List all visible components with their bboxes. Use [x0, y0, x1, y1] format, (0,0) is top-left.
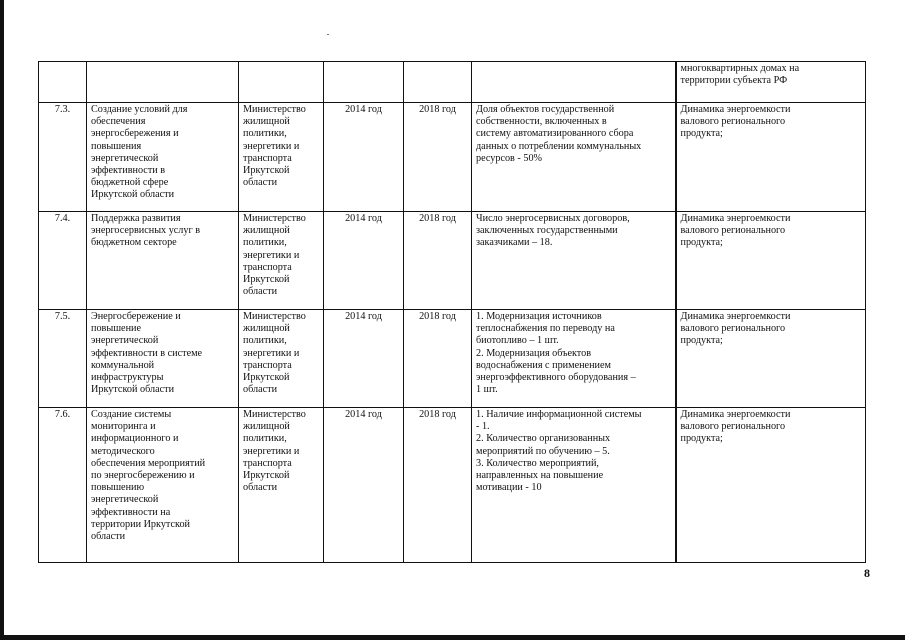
scan-edge-bottom: [0, 635, 905, 640]
cell-name: [87, 408, 239, 563]
row-number: 7.5.: [54, 311, 71, 322]
cell-executor: [239, 62, 324, 103]
result-text: Доля объектов государственной собственности, включенных в систему автоматизированного сбора данных о потреблении коммунальных ресурсов - 50%: [476, 104, 642, 164]
cell-start-year: [324, 212, 404, 310]
cell-executor: [239, 212, 324, 310]
indicator-text: Динамика энергоемкости валового регионального продукта;: [680, 311, 791, 347]
measure-name: Создание системы мониторинга и информационного и методического обеспечения мероприятий по энергосбережению и повышению энергетической эффективности на территории Иркутской области: [91, 409, 206, 543]
cell-number: [39, 310, 87, 408]
cell-start-year: [324, 310, 404, 408]
executor-text: Министерство жилищной политики, энергетики и транспорта Иркутской области: [243, 213, 306, 298]
cell-start-year: [324, 408, 404, 563]
cell-indicator: [676, 103, 866, 212]
cell-result: [472, 310, 676, 408]
scan-edge-left: [0, 0, 4, 640]
start-year: 2014 год: [345, 104, 382, 115]
start-year: 2014 год: [345, 213, 382, 224]
cell-indicator: [676, 310, 866, 408]
measure-name: Энергосбережение и повышение энергетической эффективности в системе коммунальной инфраструктуры Иркутской области: [91, 311, 203, 396]
cell-start-year: [324, 62, 404, 103]
end-year: 2018 год: [419, 213, 456, 224]
indicator-text: Динамика энергоемкости валового регионального продукта;: [680, 213, 791, 249]
row-number: 7.3.: [54, 104, 71, 115]
cell-executor: [239, 310, 324, 408]
row-number: 7.4.: [54, 213, 71, 224]
cell-end-year: [404, 103, 472, 212]
executor-text: Министерство жилищной политики, энергетики и транспорта Иркутской области: [243, 104, 306, 189]
table-row: [39, 310, 866, 408]
cell-number: [39, 212, 87, 310]
cell-name: [87, 212, 239, 310]
cell-number: [39, 103, 87, 212]
cell-result: [472, 212, 676, 310]
cell-start-year: [324, 103, 404, 212]
end-year: 2018 год: [419, 311, 456, 322]
cell-number: [39, 408, 87, 563]
cell-number: [39, 62, 87, 103]
indicator-text: многоквартирных домах на территории субъекта РФ: [680, 63, 800, 87]
cell-name: [87, 310, 239, 408]
end-year: 2018 год: [419, 104, 456, 115]
cell-indicator: [676, 212, 866, 310]
cell-result: [472, 408, 676, 563]
cell-end-year: [404, 310, 472, 408]
cell-executor: [239, 408, 324, 563]
measures-table: [38, 61, 866, 563]
table-row-continuation: [39, 62, 866, 103]
start-year: 2014 год: [345, 409, 382, 420]
scan-speck: [327, 34, 329, 35]
cell-end-year: [404, 408, 472, 563]
executor-text: Министерство жилищной политики, энергетики и транспорта Иркутской области: [243, 409, 306, 494]
cell-executor: [239, 103, 324, 212]
result-text: 1. Модернизация источников теплоснабжения по переводу на биотопливо – 1 шт. 2. Модернизация объектов водоснабжения с применением энергоэффективного оборудования – 1 шт.: [476, 311, 636, 396]
table-row: [39, 212, 866, 310]
measure-name: Поддержка развития энергосервисных услуг в бюджетном секторе: [91, 213, 201, 249]
cell-indicator: [676, 62, 866, 103]
page-number: 8: [864, 566, 870, 580]
measure-name: Создание условий для обеспечения энергосбережения и повышения энергетической эффективности в бюджетной сфере Иркутской области: [91, 104, 188, 201]
result-text: 1. Наличие информационной системы - 1. 2. Количество организованных мероприятий по обучению – 5. 3. Количество мероприятий, направленных на повышение мотивации - 10: [476, 409, 642, 494]
cell-end-year: [404, 62, 472, 103]
indicator-text: Динамика энергоемкости валового регионального продукта;: [680, 409, 791, 445]
end-year: 2018 год: [419, 409, 456, 420]
indicator-text: Динамика энергоемкости валового регионального продукта;: [680, 104, 791, 140]
cell-indicator: [676, 408, 866, 563]
cell-result: [472, 62, 676, 103]
cell-name: [87, 62, 239, 103]
table-row: [39, 408, 866, 563]
row-number: 7.6.: [54, 409, 71, 420]
start-year: 2014 год: [345, 311, 382, 322]
executor-text: Министерство жилищной политики, энергетики и транспорта Иркутской области: [243, 311, 306, 396]
cell-name: [87, 103, 239, 212]
result-text: Число энергосервисных договоров, заключенных государственными заказчиками – 18.: [476, 213, 630, 249]
cell-result: [472, 103, 676, 212]
table-row: [39, 103, 866, 212]
cell-end-year: [404, 212, 472, 310]
